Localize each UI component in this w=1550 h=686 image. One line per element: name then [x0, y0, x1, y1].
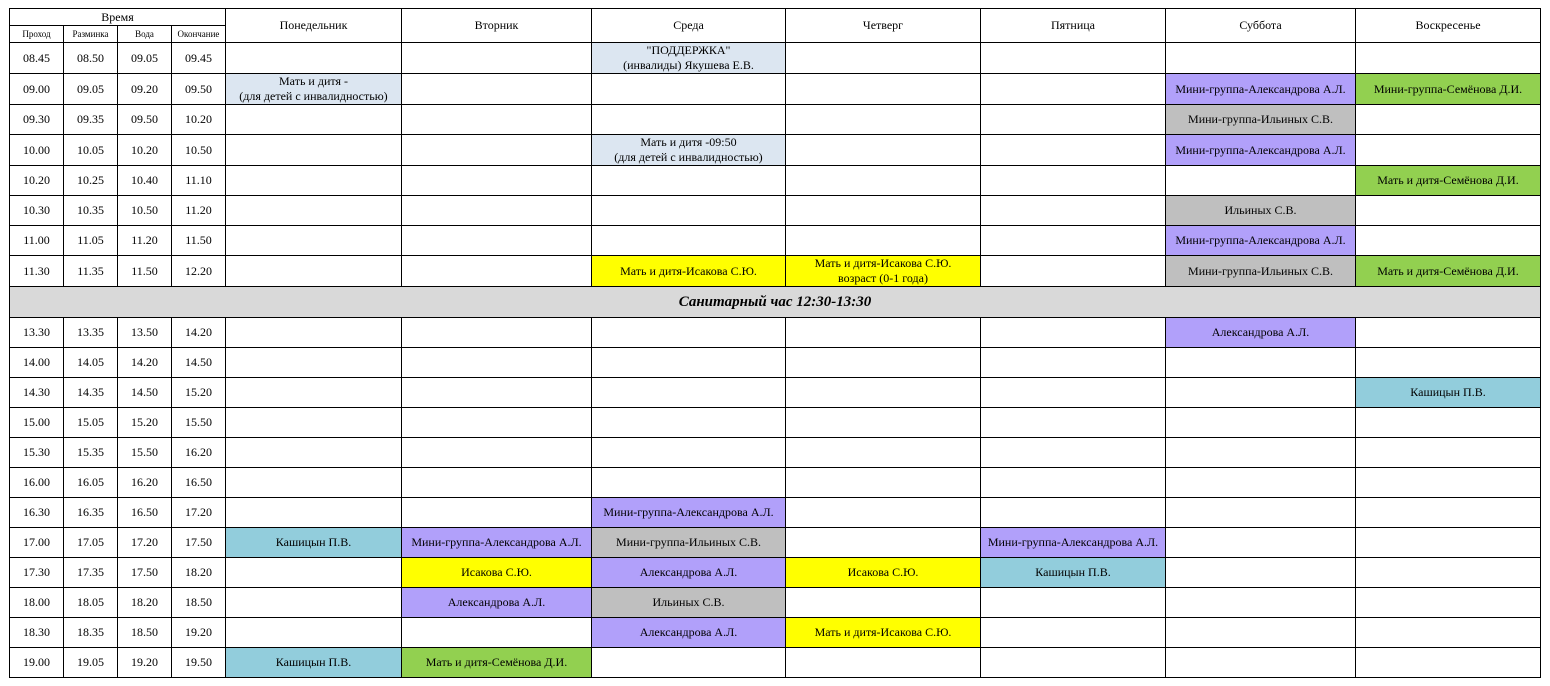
- time-cell-warmup: 13.35: [64, 318, 118, 348]
- session-cell-sunday: [1356, 43, 1541, 74]
- time-cell-end: 14.50: [172, 348, 226, 378]
- session-cell-thursday: [786, 74, 981, 105]
- time-cell-end: 15.20: [172, 378, 226, 408]
- session-cell-thursday: [786, 588, 981, 618]
- session-cell-thursday: [786, 528, 981, 558]
- time-cell-water: 10.50: [118, 196, 172, 226]
- day-header-thursday: Четверг: [786, 9, 981, 43]
- session-cell-friday: [981, 226, 1166, 256]
- time-cell-end: 14.20: [172, 318, 226, 348]
- time-cell-water: 19.20: [118, 648, 172, 678]
- session-cell-saturday: Мини-группа-Ильиных С.В.: [1166, 105, 1356, 135]
- time-cell-warmup: 08.50: [64, 43, 118, 74]
- session-cell-wednesday: [592, 105, 786, 135]
- session-cell-saturday: [1166, 498, 1356, 528]
- time-cell-water: 13.50: [118, 318, 172, 348]
- session-cell-tuesday: [402, 74, 592, 105]
- schedule-row: [10, 588, 1541, 618]
- schedule-row: [10, 43, 1541, 74]
- session-cell-sunday: [1356, 135, 1541, 166]
- schedule-body: [10, 43, 1541, 678]
- time-cell-water: 15.20: [118, 408, 172, 438]
- time-cell-water: 16.50: [118, 498, 172, 528]
- time-cell-pass: 10.30: [10, 196, 64, 226]
- time-cell-water: 18.20: [118, 588, 172, 618]
- time-cell-pass: 14.30: [10, 378, 64, 408]
- schedule-row: [10, 438, 1541, 468]
- time-cell-end: 17.50: [172, 528, 226, 558]
- time-col-header-end: Окончание: [172, 26, 226, 43]
- session-cell-wednesday: [592, 348, 786, 378]
- session-cell-thursday: [786, 226, 981, 256]
- session-cell-thursday: [786, 408, 981, 438]
- time-cell-warmup: 17.05: [64, 528, 118, 558]
- session-cell-saturday: [1166, 43, 1356, 74]
- time-cell-water: 10.20: [118, 135, 172, 166]
- session-cell-saturday: Ильиных С.В.: [1166, 196, 1356, 226]
- time-cell-end: 16.50: [172, 468, 226, 498]
- time-cell-end: 17.20: [172, 498, 226, 528]
- session-cell-wednesday: Мини-группа-Александрова А.Л.: [592, 498, 786, 528]
- session-cell-monday: [226, 105, 402, 135]
- session-cell-saturday: [1166, 648, 1356, 678]
- session-cell-saturday: Мини-группа-Александрова А.Л.: [1166, 226, 1356, 256]
- session-cell-friday: [981, 74, 1166, 105]
- session-cell-wednesday: "ПОДДЕРЖКА" (инвалиды) Якушева Е.В.: [592, 43, 786, 74]
- session-cell-thursday: [786, 468, 981, 498]
- session-cell-friday: [981, 166, 1166, 196]
- schedule-row: [10, 256, 1541, 287]
- session-cell-saturday: [1166, 378, 1356, 408]
- session-cell-tuesday: [402, 318, 592, 348]
- session-cell-sunday: [1356, 618, 1541, 648]
- time-cell-pass: 11.30: [10, 256, 64, 287]
- session-cell-thursday: Мать и дитя-Исакова С.Ю.: [786, 618, 981, 648]
- session-cell-tuesday: [402, 196, 592, 226]
- session-cell-thursday: [786, 135, 981, 166]
- session-cell-wednesday: [592, 166, 786, 196]
- time-cell-water: 14.20: [118, 348, 172, 378]
- session-cell-tuesday: [402, 105, 592, 135]
- time-cell-end: 18.50: [172, 588, 226, 618]
- time-cell-end: 16.20: [172, 438, 226, 468]
- time-cell-pass: 10.00: [10, 135, 64, 166]
- session-cell-tuesday: [402, 408, 592, 438]
- session-cell-saturday: [1166, 438, 1356, 468]
- session-cell-friday: [981, 468, 1166, 498]
- session-cell-monday: [226, 438, 402, 468]
- session-cell-monday: [226, 618, 402, 648]
- session-cell-monday: [226, 196, 402, 226]
- session-cell-monday: [226, 256, 402, 287]
- session-cell-friday: Мини-группа-Александрова А.Л.: [981, 528, 1166, 558]
- session-cell-friday: [981, 135, 1166, 166]
- schedule-row: [10, 318, 1541, 348]
- session-cell-tuesday: [402, 348, 592, 378]
- time-cell-water: 09.05: [118, 43, 172, 74]
- session-cell-friday: [981, 196, 1166, 226]
- time-cell-pass: 09.00: [10, 74, 64, 105]
- session-cell-monday: Мать и дитя - (для детей с инвалидностью): [226, 74, 402, 105]
- time-cell-pass: 09.30: [10, 105, 64, 135]
- session-cell-tuesday: [402, 438, 592, 468]
- session-cell-wednesday: [592, 408, 786, 438]
- session-cell-thursday: [786, 648, 981, 678]
- session-cell-thursday: [786, 166, 981, 196]
- session-cell-saturday: [1166, 348, 1356, 378]
- session-cell-wednesday: [592, 468, 786, 498]
- day-header-tuesday: Вторник: [402, 9, 592, 43]
- session-cell-friday: [981, 498, 1166, 528]
- time-cell-end: 11.10: [172, 166, 226, 196]
- session-cell-thursday: Мать и дитя-Исакова С.Ю. возраст (0-1 года): [786, 256, 981, 287]
- time-cell-warmup: 15.05: [64, 408, 118, 438]
- schedule-row: [10, 348, 1541, 378]
- session-cell-tuesday: [402, 618, 592, 648]
- session-cell-wednesday: [592, 648, 786, 678]
- time-cell-pass: 18.00: [10, 588, 64, 618]
- session-cell-wednesday: [592, 74, 786, 105]
- session-cell-wednesday: Ильиных С.В.: [592, 588, 786, 618]
- session-cell-friday: [981, 256, 1166, 287]
- session-cell-tuesday: Мини-группа-Александрова А.Л.: [402, 528, 592, 558]
- time-cell-end: 09.45: [172, 43, 226, 74]
- time-col-header-water: Вода: [118, 26, 172, 43]
- session-cell-monday: [226, 588, 402, 618]
- session-cell-sunday: [1356, 438, 1541, 468]
- time-cell-warmup: 18.05: [64, 588, 118, 618]
- session-cell-monday: [226, 166, 402, 196]
- day-header-sunday: Воскресенье: [1356, 9, 1541, 43]
- time-cell-pass: 08.45: [10, 43, 64, 74]
- session-cell-tuesday: [402, 468, 592, 498]
- time-cell-warmup: 16.35: [64, 498, 118, 528]
- schedule-row: [10, 648, 1541, 678]
- session-cell-sunday: [1356, 196, 1541, 226]
- session-cell-monday: [226, 558, 402, 588]
- time-cell-pass: 17.00: [10, 528, 64, 558]
- session-cell-saturday: Мини-группа-Ильиных С.В.: [1166, 256, 1356, 287]
- time-cell-water: 11.20: [118, 226, 172, 256]
- session-cell-saturday: [1166, 528, 1356, 558]
- session-cell-wednesday: Мать и дитя-Исакова С.Ю.: [592, 256, 786, 287]
- schedule-row: [10, 468, 1541, 498]
- session-cell-tuesday: [402, 43, 592, 74]
- schedule-row: [10, 558, 1541, 588]
- session-cell-monday: [226, 43, 402, 74]
- session-cell-tuesday: Мать и дитя-Семёнова Д.И.: [402, 648, 592, 678]
- time-cell-end: 19.50: [172, 648, 226, 678]
- session-cell-monday: [226, 226, 402, 256]
- session-cell-monday: [226, 318, 402, 348]
- session-cell-friday: [981, 105, 1166, 135]
- session-cell-sunday: [1356, 226, 1541, 256]
- time-cell-end: 19.20: [172, 618, 226, 648]
- session-cell-sunday: [1356, 105, 1541, 135]
- time-cell-warmup: 10.35: [64, 196, 118, 226]
- time-cell-pass: 15.00: [10, 408, 64, 438]
- session-cell-saturday: [1166, 166, 1356, 196]
- session-cell-sunday: Кашицын П.В.: [1356, 378, 1541, 408]
- time-cell-warmup: 10.05: [64, 135, 118, 166]
- time-cell-warmup: 10.25: [64, 166, 118, 196]
- schedule-table: [9, 8, 1541, 678]
- sanitary-row: [10, 287, 1541, 318]
- session-cell-sunday: [1356, 588, 1541, 618]
- time-cell-pass: 15.30: [10, 438, 64, 468]
- session-cell-wednesday: Мать и дитя -09:50 (для детей с инвалидностью): [592, 135, 786, 166]
- time-cell-end: 15.50: [172, 408, 226, 438]
- session-cell-friday: [981, 438, 1166, 468]
- session-cell-sunday: [1356, 558, 1541, 588]
- session-cell-monday: [226, 378, 402, 408]
- session-cell-saturday: [1166, 408, 1356, 438]
- time-cell-warmup: 14.05: [64, 348, 118, 378]
- session-cell-saturday: [1166, 468, 1356, 498]
- schedule-row: [10, 528, 1541, 558]
- day-header-friday: Пятница: [981, 9, 1166, 43]
- session-cell-saturday: Мини-группа-Александрова А.Л.: [1166, 135, 1356, 166]
- time-cell-pass: 18.30: [10, 618, 64, 648]
- session-cell-saturday: [1166, 618, 1356, 648]
- session-cell-wednesday: Мини-группа-Ильиных С.В.: [592, 528, 786, 558]
- session-cell-thursday: [786, 348, 981, 378]
- time-cell-end: 10.50: [172, 135, 226, 166]
- session-cell-saturday: [1166, 558, 1356, 588]
- session-cell-sunday: Мать и дитя-Семёнова Д.И.: [1356, 166, 1541, 196]
- session-cell-tuesday: [402, 226, 592, 256]
- time-cell-water: 09.50: [118, 105, 172, 135]
- schedule-row: [10, 74, 1541, 105]
- time-cell-pass: 14.00: [10, 348, 64, 378]
- session-cell-thursday: [786, 438, 981, 468]
- session-cell-wednesday: [592, 318, 786, 348]
- schedule-row: [10, 135, 1541, 166]
- header-row-top: [10, 9, 1541, 26]
- session-cell-thursday: [786, 318, 981, 348]
- time-cell-water: 17.50: [118, 558, 172, 588]
- session-cell-wednesday: Александрова А.Л.: [592, 558, 786, 588]
- session-cell-monday: Кашицын П.В.: [226, 528, 402, 558]
- time-cell-warmup: 16.05: [64, 468, 118, 498]
- session-cell-friday: Кашицын П.В.: [981, 558, 1166, 588]
- time-cell-end: 10.20: [172, 105, 226, 135]
- time-cell-warmup: 09.05: [64, 74, 118, 105]
- time-cell-end: 11.20: [172, 196, 226, 226]
- session-cell-wednesday: Александрова А.Л.: [592, 618, 786, 648]
- time-cell-warmup: 18.35: [64, 618, 118, 648]
- session-cell-sunday: Мини-группа-Семёнова Д.И.: [1356, 74, 1541, 105]
- session-cell-wednesday: [592, 438, 786, 468]
- session-cell-thursday: [786, 378, 981, 408]
- session-cell-monday: [226, 348, 402, 378]
- time-cell-pass: 17.30: [10, 558, 64, 588]
- session-cell-wednesday: [592, 196, 786, 226]
- time-group-header: Время: [10, 9, 226, 26]
- session-cell-thursday: [786, 196, 981, 226]
- time-col-header-pass: Проход: [10, 26, 64, 43]
- session-cell-friday: [981, 318, 1166, 348]
- schedule-row: [10, 166, 1541, 196]
- session-cell-thursday: [786, 105, 981, 135]
- time-cell-pass: 11.00: [10, 226, 64, 256]
- session-cell-wednesday: [592, 378, 786, 408]
- time-cell-water: 14.50: [118, 378, 172, 408]
- session-cell-sunday: [1356, 318, 1541, 348]
- day-header-monday: Понедельник: [226, 9, 402, 43]
- time-cell-warmup: 09.35: [64, 105, 118, 135]
- time-cell-warmup: 19.05: [64, 648, 118, 678]
- session-cell-friday: [981, 648, 1166, 678]
- time-col-header-warmup: Разминка: [64, 26, 118, 43]
- time-cell-end: 11.50: [172, 226, 226, 256]
- sanitary-hour-label: Санитарный час 12:30-13:30: [10, 287, 1541, 318]
- time-cell-end: 12.20: [172, 256, 226, 287]
- day-header-saturday: Суббота: [1166, 9, 1356, 43]
- session-cell-friday: [981, 43, 1166, 74]
- time-cell-warmup: 17.35: [64, 558, 118, 588]
- time-cell-water: 18.50: [118, 618, 172, 648]
- time-cell-warmup: 11.05: [64, 226, 118, 256]
- session-cell-sunday: [1356, 408, 1541, 438]
- session-cell-thursday: [786, 43, 981, 74]
- session-cell-tuesday: Исакова С.Ю.: [402, 558, 592, 588]
- time-cell-pass: 19.00: [10, 648, 64, 678]
- time-cell-pass: 16.00: [10, 468, 64, 498]
- time-cell-pass: 10.20: [10, 166, 64, 196]
- time-cell-end: 09.50: [172, 74, 226, 105]
- session-cell-tuesday: Александрова А.Л.: [402, 588, 592, 618]
- time-cell-pass: 13.30: [10, 318, 64, 348]
- session-cell-monday: [226, 498, 402, 528]
- session-cell-friday: [981, 408, 1166, 438]
- time-cell-warmup: 15.35: [64, 438, 118, 468]
- day-header-wednesday: Среда: [592, 9, 786, 43]
- schedule-row: [10, 618, 1541, 648]
- schedule-row: [10, 105, 1541, 135]
- time-cell-warmup: 11.35: [64, 256, 118, 287]
- session-cell-saturday: [1166, 588, 1356, 618]
- session-cell-sunday: Мать и дитя-Семёнова Д.И.: [1356, 256, 1541, 287]
- session-cell-monday: Кашицын П.В.: [226, 648, 402, 678]
- session-cell-tuesday: [402, 135, 592, 166]
- session-cell-sunday: [1356, 348, 1541, 378]
- session-cell-sunday: [1356, 498, 1541, 528]
- time-cell-water: 15.50: [118, 438, 172, 468]
- time-cell-water: 16.20: [118, 468, 172, 498]
- schedule-row: [10, 408, 1541, 438]
- time-cell-warmup: 14.35: [64, 378, 118, 408]
- schedule-row: [10, 498, 1541, 528]
- time-cell-water: 09.20: [118, 74, 172, 105]
- schedule-row: [10, 196, 1541, 226]
- session-cell-thursday: Исакова С.Ю.: [786, 558, 981, 588]
- session-cell-tuesday: [402, 378, 592, 408]
- time-cell-water: 17.20: [118, 528, 172, 558]
- session-cell-sunday: [1356, 648, 1541, 678]
- session-cell-monday: [226, 468, 402, 498]
- session-cell-sunday: [1356, 528, 1541, 558]
- time-cell-pass: 16.30: [10, 498, 64, 528]
- session-cell-friday: [981, 588, 1166, 618]
- session-cell-friday: [981, 378, 1166, 408]
- session-cell-tuesday: [402, 498, 592, 528]
- session-cell-saturday: Александрова А.Л.: [1166, 318, 1356, 348]
- session-cell-tuesday: [402, 166, 592, 196]
- time-cell-water: 11.50: [118, 256, 172, 287]
- session-cell-thursday: [786, 498, 981, 528]
- session-cell-wednesday: [592, 226, 786, 256]
- session-cell-saturday: Мини-группа-Александрова А.Л.: [1166, 74, 1356, 105]
- time-cell-water: 10.40: [118, 166, 172, 196]
- session-cell-tuesday: [402, 256, 592, 287]
- session-cell-sunday: [1356, 468, 1541, 498]
- schedule-row: [10, 226, 1541, 256]
- session-cell-friday: [981, 348, 1166, 378]
- session-cell-friday: [981, 618, 1166, 648]
- time-cell-end: 18.20: [172, 558, 226, 588]
- schedule-row: [10, 378, 1541, 408]
- session-cell-monday: [226, 408, 402, 438]
- session-cell-monday: [226, 135, 402, 166]
